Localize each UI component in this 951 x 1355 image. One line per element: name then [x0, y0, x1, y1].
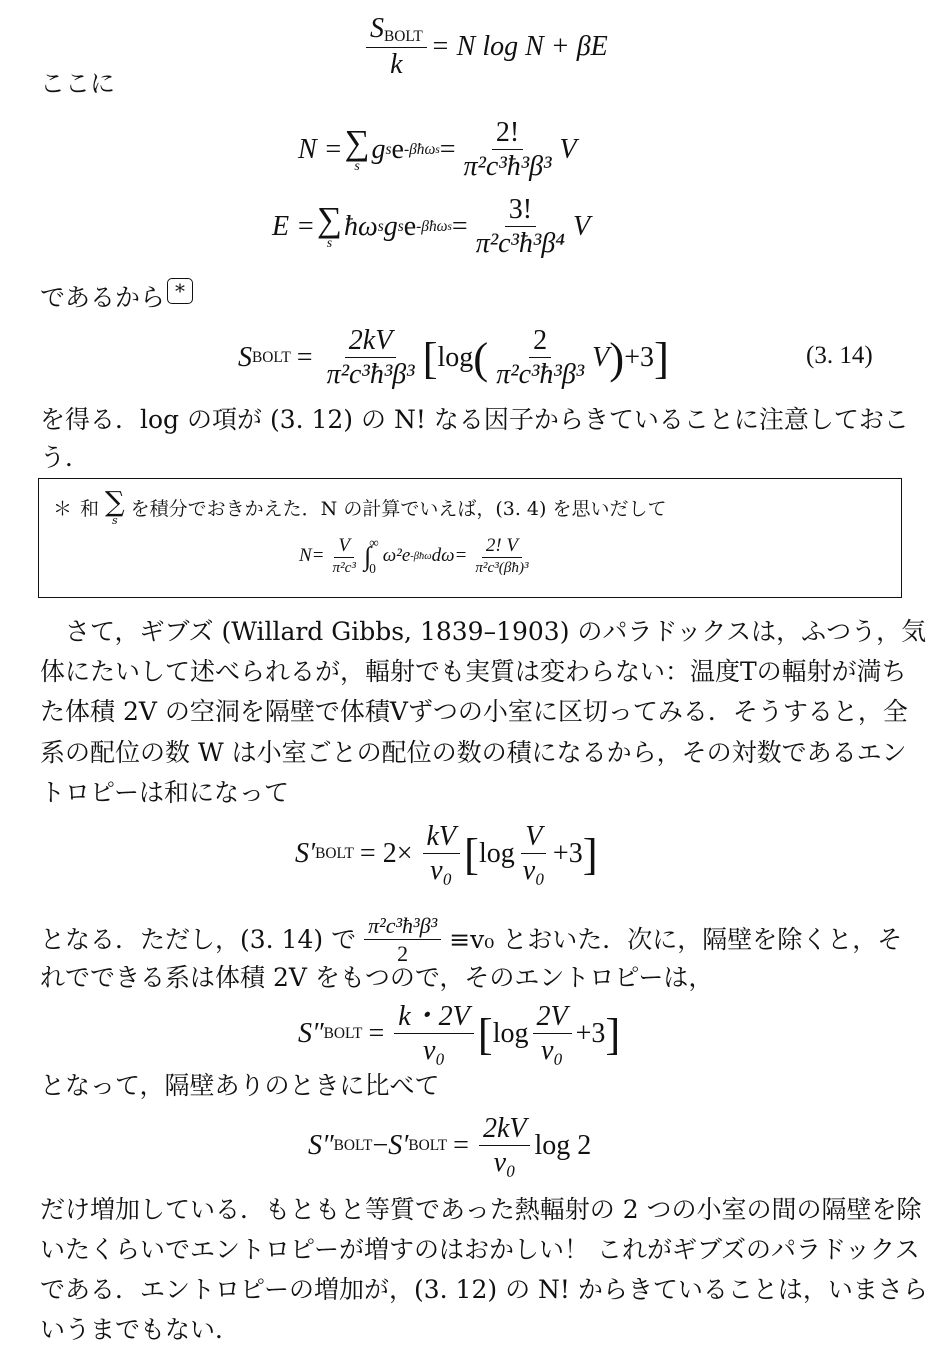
- sp-inner-fraction: [519, 822, 549, 886]
- para2-line3: た体積 2V の空洞を隔壁で体積Vずつの小室に区切ってみる．そうすると，全: [40, 697, 908, 726]
- eq314-num: 2kV: [345, 326, 397, 358]
- diff-den: v₀: [493, 1147, 516, 1179]
- eq-n-lhs: N =: [298, 133, 343, 165]
- footnote-equation: [299, 535, 537, 577]
- eq-e-exp-sup-sub: s: [447, 220, 452, 233]
- eq314-equals: =: [296, 341, 313, 373]
- subscript-bolt: BOLT: [384, 27, 423, 45]
- sdp-lhs: S″: [298, 1017, 324, 1049]
- eq-n-tail: V: [559, 133, 577, 165]
- equation-e: E = ∑ s ħω s g s e -βħω s = $\frac{3!}{\text{π²c³ħ³β⁴}}$ V: [272, 194, 591, 260]
- sp-lhs-sub: BOLT: [315, 844, 354, 862]
- fn-fraction1: [329, 536, 360, 577]
- eq-e-g: g: [383, 210, 398, 242]
- eq-e-exp-sup: -βħω: [416, 217, 448, 235]
- sdp-lhs-sub: BOLT: [323, 1024, 363, 1042]
- left-bracket-icon: [: [422, 332, 438, 383]
- para4: となって，隔壁ありのときに比べて: [40, 1071, 440, 1100]
- sdp-den: v₀: [422, 1035, 446, 1067]
- diff-lhs2-sub: BOLT: [408, 1136, 448, 1154]
- footnote-star-icon: *: [167, 278, 193, 304]
- eq-e-hw-sub: s: [377, 217, 384, 235]
- sdp-eq: =: [368, 1017, 385, 1049]
- right-paren-icon: ): [609, 332, 625, 383]
- integral-icon: ∫: [363, 540, 372, 571]
- para2-line5: トロピーは和になって: [40, 778, 290, 807]
- equation-n: N = ∑ s g s e -βħω s = $\frac{2!}{\text{π²c³ħ³β³}}$ V: [298, 117, 577, 183]
- eq314-s-sub: BOLT: [252, 348, 291, 366]
- eq-n-num: 2!: [492, 118, 523, 150]
- sdp-inner-num: 2V: [533, 1002, 572, 1034]
- dearukara-label: であるから: [40, 283, 166, 312]
- para2-line2: 体にたいして述べられるが，輻射でも実質は変わらない：温度Tの輻射が満ち: [40, 657, 907, 686]
- diff-eq: =: [453, 1129, 469, 1161]
- sum-limit: s: [326, 235, 333, 251]
- para1-line2: う．: [40, 443, 91, 472]
- fn-int-upper: ∞: [369, 535, 379, 550]
- diff-lhs2: S′: [388, 1129, 409, 1161]
- para3-frac-den: 2: [397, 941, 409, 967]
- footnote-text: を積分でおきかえた．N の計算でいえば，(3. 4) を思いだして: [130, 498, 667, 521]
- fn-integrand-tail: dω=: [431, 545, 468, 566]
- eq-e-num: 3!: [505, 195, 536, 227]
- equation-s-prime: [295, 822, 598, 886]
- text-kokoni: ここに: [40, 69, 116, 98]
- diff-tail: log 2: [534, 1129, 592, 1161]
- equation-3-14: [238, 326, 669, 390]
- para3-line2: れでできる系は体積 2V をもつので，そのエントロピーは，: [40, 963, 714, 992]
- equation-number: (3. 14): [806, 342, 873, 369]
- sdp-inner-den: v₀: [540, 1035, 564, 1067]
- eq314-inner-tail: V: [592, 341, 610, 373]
- eq-e-lhs: E =: [272, 210, 315, 242]
- para1-line1: を得る．log の項が (3. 12) の N! なる因子からきていることに注意しておこ: [40, 405, 909, 434]
- eq314-fraction: [323, 326, 419, 390]
- sp-plus: +3: [552, 837, 583, 869]
- eq314-inner-fraction: [492, 326, 588, 390]
- sdp-fraction: [394, 1002, 474, 1066]
- eq-e-exp: e: [403, 210, 417, 242]
- equation-s-double-prime: [298, 1002, 620, 1066]
- sp-eq: = 2×: [359, 837, 413, 869]
- eq314-den: π²c³ħ³β³: [326, 359, 415, 391]
- left-paren-icon: (: [473, 332, 489, 383]
- eq-e-hw: ħω: [343, 210, 378, 242]
- sp-inner-num: V: [521, 822, 546, 854]
- para3-a: となる．ただし，(3. 14) で: [40, 924, 357, 954]
- para5-line2: いたくらいでエントロピーが増すのはおかしい！ これがギブズのパラドックス: [40, 1235, 920, 1264]
- right-bracket-icon: ]: [605, 1008, 621, 1059]
- sdp-num: k・2V: [394, 1002, 474, 1034]
- sdp-log: log: [492, 1017, 529, 1049]
- eq314-inner-num: 2: [529, 326, 551, 358]
- fn-num1: V: [334, 536, 354, 559]
- sum-limit: s: [354, 158, 360, 174]
- eq-n-exp: e: [391, 133, 404, 165]
- eq-n-fraction: [459, 118, 555, 182]
- eq-e-fraction: [472, 195, 569, 259]
- diff-minus: −: [372, 1129, 389, 1161]
- eq314-inner-den: π²c³ħ³β³: [496, 359, 585, 391]
- footnote-box: [38, 478, 902, 598]
- left-bracket-icon: [: [477, 1008, 493, 1059]
- eq-e-tail: V: [573, 210, 591, 242]
- sp-den: v₀: [430, 855, 453, 887]
- footnote-line1: [53, 486, 667, 528]
- equation-difference: [308, 1114, 591, 1178]
- rhs-text: = N log N + βE: [430, 30, 608, 62]
- fn-den1: π²c³: [332, 559, 356, 577]
- diff-lhs1-sub: BOLT: [333, 1136, 373, 1154]
- para5-line1: だけ増加している．もともと等質であった熱輻射の 2 つの小室の間の隔壁を除: [40, 1195, 922, 1224]
- left-bracket-icon: [: [464, 828, 479, 879]
- para3-frac-num: π²c³ħ³β³: [364, 914, 441, 940]
- footnote-sum-limit: s: [112, 514, 118, 528]
- symbol-s: S: [370, 13, 384, 44]
- para5-line3: である．エントロピーの増加が，(3. 12) の N! からきていることは，いまさら: [40, 1275, 928, 1304]
- para5-line4: いうまでもない．: [40, 1315, 241, 1344]
- eq314-s: S: [238, 341, 252, 373]
- fn-integrand: ω²e: [382, 545, 411, 566]
- diff-lhs1: S″: [308, 1129, 334, 1161]
- right-bracket-icon: ]: [582, 828, 598, 879]
- sdp-inner-fraction: [533, 1002, 572, 1066]
- fn-int-lower: 0: [369, 561, 376, 576]
- eq-n-g: g: [371, 133, 386, 165]
- eq-e-den: π²c³ħ³β⁴: [475, 228, 566, 260]
- fn-integrand-sup: -βħω: [410, 550, 432, 562]
- para2-line4: 系の配位の数 W は小室ごとの配位の数の積になるから，その対数であるエン: [40, 738, 907, 767]
- footnote-lead: 和: [80, 498, 100, 521]
- eq-n-den: π²c³ħ³β³: [463, 151, 552, 183]
- symbol-k: k: [390, 49, 403, 81]
- eq-n-g-sub: s: [385, 140, 392, 158]
- sp-inner-den: v₀: [522, 855, 545, 887]
- eq-n-exp-sup: -βħω: [403, 140, 436, 158]
- fn-fraction2: [471, 536, 532, 577]
- eq-n-exp-sup-sub: s: [435, 143, 440, 156]
- sdp-plus: +3: [575, 1017, 606, 1049]
- right-bracket-icon: ]: [654, 332, 669, 383]
- text-dearukara: [40, 278, 910, 318]
- sp-log: log: [478, 837, 515, 869]
- footnote-star: ＊: [53, 498, 73, 521]
- diff-fraction: [479, 1114, 531, 1178]
- eq314-plus: +3: [624, 341, 654, 373]
- para3-b: ≡v₀ とおいた．次に，隔壁を除くと，そ: [449, 924, 903, 954]
- fn-eq-lhs: N=: [299, 545, 325, 566]
- sp-lhs: S′: [295, 837, 316, 869]
- eq-e-g-sub: s: [397, 217, 404, 235]
- sp-fraction: [423, 822, 461, 886]
- para2-line1: さて，ギブズ (Willard Gibbs, 1839–1903) のパラドックスは，ふつう，気: [40, 617, 927, 646]
- eq314-log: log: [437, 341, 474, 373]
- summation-icon: ∑ s: [344, 123, 370, 174]
- diff-num: 2kV: [479, 1114, 531, 1146]
- fn-den2: π²c³(βħ)³: [475, 559, 529, 577]
- summation-icon: ∑ s: [105, 486, 125, 528]
- sp-num: kV: [423, 822, 461, 854]
- summation-icon: ∑ s: [317, 200, 342, 251]
- fn-num2: 2! V: [482, 536, 522, 559]
